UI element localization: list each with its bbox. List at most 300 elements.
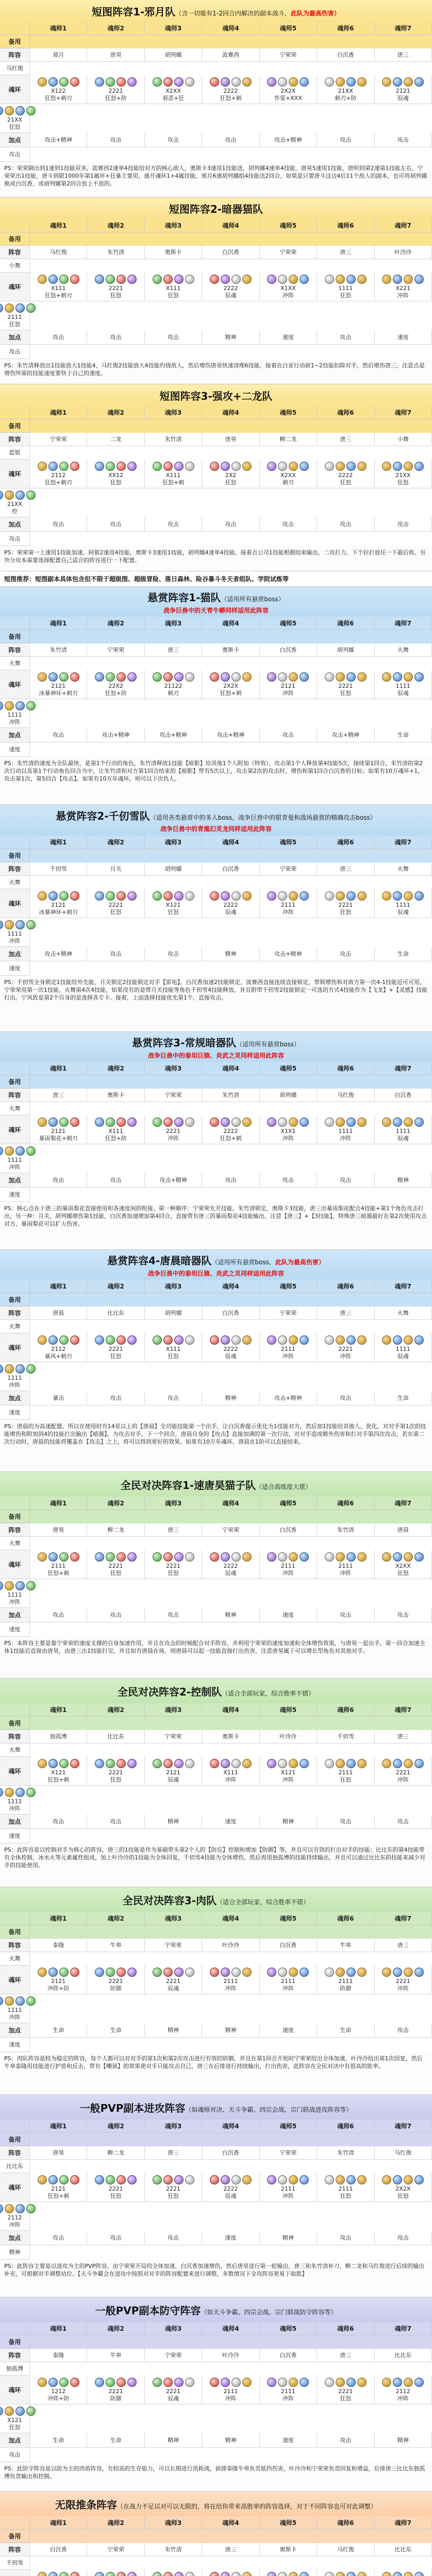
skill-row [0, 1173, 432, 1202]
lineup-cell: 朱竹清 [202, 1089, 259, 1102]
soul-ring-icon [0, 920, 3, 929]
soul-ring-icon [242, 891, 252, 901]
row-label: 魂环 [0, 460, 30, 488]
skill-cell: 攻击 [375, 133, 432, 147]
row-label: 阵容 [0, 862, 30, 876]
soul-ring-icon [221, 2175, 230, 2184]
skill-cell: 攻击 [202, 1173, 259, 1188]
soul-ring-icons [325, 462, 367, 471]
soul-cell [375, 889, 432, 918]
section-subtitle: （适用所有悬赏boss， [211, 1259, 275, 1266]
soul-ring-icon [267, 462, 276, 471]
column-header: 魂师6 [317, 2322, 374, 2335]
soul-ring-icon [95, 2572, 104, 2576]
soul-text: 1111 驭魂 [396, 902, 410, 916]
soul-cell [87, 273, 144, 301]
soul-text: X111 冲阵 [223, 1769, 238, 1784]
soul-cell [0, 2404, 30, 2433]
soul-ring-icon [325, 77, 334, 87]
lineup-cell: 二龙 [87, 433, 144, 446]
column-header: 魂师5 [260, 1062, 317, 1075]
lineup-cell: 唐三 [375, 1939, 432, 1952]
soul-ring-icon [404, 1335, 413, 1345]
soul-ring-icons [38, 77, 79, 87]
soul-ring-icon [278, 2175, 287, 2184]
soul-ring-icon [163, 1117, 173, 1127]
skill-cell: 攻击+精神 [202, 728, 259, 742]
column-header: 魂师2 [87, 219, 144, 232]
soul-ring-icons [267, 2572, 309, 2576]
soul-ring-icon [300, 1117, 309, 1127]
soul-cell [375, 460, 432, 488]
soul-ring-icon [153, 891, 162, 901]
soul-ring-icons [382, 1552, 424, 1562]
soul-ring-icon [414, 1968, 424, 1977]
section-s10 [0, 1887, 432, 2095]
soul-ring-icon [300, 891, 309, 901]
soul-ring-icon [48, 2572, 58, 2576]
soul-ring-icon [127, 891, 137, 901]
lineup-cell: 唐三 [317, 2349, 374, 2362]
soul-ring-icon [59, 77, 69, 87]
soul-ring-icon [153, 2175, 162, 2184]
soul-ring-icon [106, 1759, 115, 1768]
soul-ring-icon [382, 462, 391, 471]
soul-ring-icon [95, 2175, 104, 2184]
soul-text: 21XX 控 [7, 501, 22, 515]
column-header: 魂师1 [30, 22, 87, 35]
section-ps: PS：荣荣第一上速用1技能加速，阿银2速用4技能，奥斯卡3速用1技能，胡列娜4速单4技能，接着点公司1技能根据结束输出，二攻打力，下个拉打放任一下最后收。另外分攻本需要选择配置自己适合的阵容进行一下配置。 [0, 546, 432, 571]
column-header: 魂师5 [260, 1703, 317, 1717]
skill-cell: 速度 [0, 1188, 30, 1202]
soul-ring-icon [221, 1552, 230, 1562]
soul-ring-icon [174, 891, 184, 901]
lineup-cell: 马红俊 [375, 2146, 432, 2160]
soul-cell [145, 2376, 202, 2404]
soul-cell [202, 670, 259, 699]
soul-ring-icon [267, 77, 276, 87]
column-header: 魂师4 [202, 219, 259, 232]
lineup-cell: 叶泠泠 [202, 1939, 259, 1952]
soul-ring-icon [414, 462, 424, 471]
soul-ring-icons [325, 1968, 367, 1977]
soul-ring-icon [185, 2378, 194, 2387]
soul-ring-icon [0, 1788, 3, 1797]
soul-cell [375, 2376, 432, 2404]
soul-cell [30, 2376, 87, 2404]
column-header: 魂师4 [202, 22, 259, 35]
column-header: 备用 [0, 2133, 30, 2146]
soul-ring-icon [26, 1364, 36, 1374]
soul-ring-icon [106, 2572, 115, 2576]
section-title [121, 1477, 311, 1492]
soul-text: 2X2X 狂怒+刺 [220, 683, 241, 697]
lineup-cell: 朱竹清 [145, 433, 202, 446]
soul-ring-icon [5, 106, 14, 115]
soul-text: X221 冲阵 [396, 285, 411, 299]
lineup-cell: 千仞雪 [317, 1730, 374, 1743]
soul-ring-icon [0, 490, 3, 500]
soul-ring-icons [267, 462, 309, 471]
soul-ring-icon [278, 1552, 287, 1562]
section-title-text: 一般PVP副本进攻阵容 [80, 2102, 186, 2114]
soul-ring-icon [59, 2175, 69, 2184]
soul-cell [375, 2173, 432, 2202]
soul-ring-icon [414, 672, 424, 682]
lineup-cell: 唐三 [145, 2146, 202, 2160]
soul-cell [202, 1757, 259, 1786]
soul-ring-icon [174, 672, 184, 682]
soul-ring-icon [242, 1552, 252, 1562]
soul-ring-icon [59, 1117, 69, 1127]
soul-cell [145, 1333, 202, 1362]
soul-ring-icon [127, 2378, 137, 2387]
header-blank [0, 1497, 30, 1510]
table-header [0, 1497, 432, 1523]
soul-cell [260, 273, 317, 301]
soul-ring-icons [95, 1759, 137, 1768]
soul-ring-icon [174, 1968, 184, 1977]
soul-ring-icon [393, 2378, 402, 2387]
soul-text: X2XX 邪恶+狂 [162, 88, 184, 102]
soul-ring-icon [289, 1117, 298, 1127]
soul-ring-icons [382, 1968, 424, 1977]
skill-cell: 攻击 [87, 330, 144, 345]
column-header: 魂师1 [30, 1703, 87, 1717]
soul-text: 2121 冰暴神环+刺刃 [39, 902, 78, 916]
lineup-cell: 白沉香 [260, 1939, 317, 1952]
soul-text: 2111 冲阵 [281, 1563, 295, 1577]
soul-ring-icon [163, 1335, 173, 1345]
section-s2 [0, 197, 432, 384]
soul-text: 1111 冲阵 [8, 711, 22, 726]
soul-ring-icon [289, 2378, 298, 2387]
soul-text: 2222 驭魂 [223, 2185, 238, 2200]
soul-ring-icon [242, 77, 252, 87]
lineup-cell: 唐三 [375, 48, 432, 62]
soul-cell [202, 2173, 259, 2202]
soul-ring-icon [325, 1968, 334, 1977]
skill-cell: 速度 [260, 2023, 317, 2038]
soul-ring-icon [414, 1335, 424, 1345]
soul-text: 2111 狂怒 [338, 2185, 353, 2200]
soul-ring-icon [0, 1581, 3, 1590]
soul-ring-icon [231, 275, 241, 284]
soul-ring-icon [95, 462, 104, 471]
soul-ring-icon [15, 1364, 25, 1374]
skill-cell: 生命 [375, 728, 432, 742]
soul-ring-icon [346, 1759, 356, 1768]
header-blank [0, 406, 30, 419]
column-header: 魂师1 [30, 2120, 87, 2133]
soul-cell [202, 889, 259, 918]
soul-ring-icon [59, 1552, 69, 1562]
soul-ring-icon [70, 2378, 79, 2387]
soul-cell [260, 1333, 317, 1362]
column-header: 魂师6 [317, 406, 374, 419]
soul-ring-icon [70, 1552, 79, 1562]
soul-ring-icon [15, 1788, 25, 1797]
soul-ring-icon [404, 1117, 413, 1127]
soul-ring-icon [95, 275, 104, 284]
soul-cell [87, 460, 144, 488]
lineup-cell: 柳二龙 [87, 1523, 144, 1537]
soul-ring-icon [242, 672, 252, 682]
lineup-cell: 白沉香 [375, 1089, 432, 1102]
skill-cell: 精神 [202, 1608, 259, 1622]
soul-text: 2112 冲阵 [396, 2388, 410, 2402]
row-label: 魂环 [0, 1965, 30, 1994]
soul-ring-icon [289, 672, 298, 682]
lineup-cell: 奥斯卡 [202, 1730, 259, 1743]
soul-ring-icon [127, 1552, 137, 1562]
lineup-cell: 白沉香 [317, 48, 374, 62]
soul-ring-icon [5, 1996, 14, 2006]
soul-ring-icons [325, 1117, 367, 1127]
soul-ring-icons [95, 1552, 137, 1562]
soul-ring-icon [15, 920, 25, 929]
soul-cell [375, 273, 432, 301]
soul-ring-icons [0, 1581, 36, 1590]
skill-row [0, 947, 432, 976]
soul-text: 2111 冲阵 [338, 1563, 353, 1577]
soul-text: 2111 冲阵 [223, 2388, 238, 2402]
soul-ring-icon [393, 462, 402, 471]
lineup-cell: 白沉香 [202, 246, 259, 259]
lineup-cell: 牛皋 [317, 1939, 374, 1952]
soul-ring-icon [289, 891, 298, 901]
skill-cell: 精神 [202, 330, 259, 345]
soul-ring-icon [393, 672, 402, 682]
soul-cell [30, 1965, 87, 1994]
soul-ring-icons [38, 1335, 79, 1345]
skill-cell: 精神 [145, 2433, 202, 2448]
column-header: 魂师7 [375, 1280, 432, 1293]
skill-cell: 攻击+精神 [87, 728, 144, 742]
soul-ring-icon [278, 77, 287, 87]
soul-ring-icon [163, 275, 173, 284]
soul-text: 2221 狂怒 [338, 902, 353, 916]
soul-ring-icon [231, 462, 241, 471]
skill-row [0, 330, 432, 359]
soul-ring-icon [106, 2175, 115, 2184]
section-subtitle: （适合高练度大佬） [256, 1483, 311, 1490]
soul-text: 1212 冲阵+防 [47, 2388, 69, 2402]
soul-ring-icon [267, 1335, 276, 1345]
soul-cell [0, 1144, 30, 1173]
row-label: 魂环 [0, 273, 30, 301]
skill-row [0, 2433, 432, 2462]
soul-ring-icon [336, 2378, 345, 2387]
column-header: 备用 [0, 630, 30, 643]
soul-ring-icon [153, 1117, 162, 1127]
soul-ring-icon [59, 275, 69, 284]
soul-ring-icon [231, 891, 241, 901]
soul-cell [375, 2570, 432, 2576]
column-header: 魂师2 [87, 617, 144, 630]
section-header [0, 805, 432, 836]
soul-ring-icon [325, 275, 334, 284]
soul-ring-icons [382, 2175, 424, 2184]
section-ps: PS：肉队阵容是较为稳定的阵容，每个人都可以对对手的第1次和第2次攻击进行有效的防御，并且在第1回合开始时宁荣荣给出全体加速，叶泠泠给出第1次回复，然后牛皋泰隆用技能进行护盾和反击，带有【嘲讽】的效果使对手只能攻击自己，唐三在后排进行持续输出，打出伤害，此阵容在全民对决中有很高的胜率。 [0, 2052, 432, 2094]
soul-ring-icon [267, 1117, 276, 1127]
soul-ring-icons [325, 2175, 367, 2184]
skill-cell: 攻击 [375, 2231, 432, 2245]
soul-ring-icon [357, 1117, 367, 1127]
soul-ring-icon [404, 1759, 413, 1768]
soul-ring-icon [95, 672, 104, 682]
soul-text: 2112 暴风+刺刃 [45, 1346, 72, 1360]
soul-ring-icon [346, 2572, 356, 2576]
soul-ring-icon [278, 1759, 287, 1768]
soul-cell [260, 2376, 317, 2404]
skill-cell: 攻击 [317, 2433, 374, 2448]
soul-ring-icon [346, 1335, 356, 1345]
soul-row [0, 75, 432, 133]
column-header: 魂师6 [317, 1280, 374, 1293]
table-header [0, 22, 432, 48]
soul-ring-icon [404, 77, 413, 87]
column-header: 备用 [0, 2530, 30, 2543]
row-label: 加点 [0, 517, 30, 532]
lineup-cell: 泰隆 [30, 2349, 87, 2362]
soul-ring-icon [117, 77, 126, 87]
soul-ring-icon [393, 1968, 402, 1977]
lineup-row [0, 48, 432, 75]
soul-cell [375, 1757, 432, 1786]
soul-ring-icon [221, 891, 230, 901]
soul-ring-icon [278, 2378, 287, 2387]
soul-ring-icon [346, 275, 356, 284]
lineup-cell: 唐三 [145, 643, 202, 657]
soul-ring-icon [70, 672, 79, 682]
skill-cell: 攻击 [375, 1608, 432, 1622]
row-label: 阵容 [0, 2543, 30, 2556]
lineup-row [0, 862, 432, 889]
column-header: 魂师4 [202, 1280, 259, 1293]
skill-cell: 精神 [202, 2433, 259, 2448]
section-header [0, 2297, 432, 2322]
section-subtitle: （适用所有悬赏boss） [221, 596, 284, 603]
row-label: 魂环 [0, 2173, 30, 2202]
soul-ring-icon [382, 1335, 391, 1345]
soul-ring-icon [70, 275, 79, 284]
soul-text: 22X2 狂怒+防 [105, 683, 127, 697]
soul-ring-icons [0, 1996, 36, 2006]
column-header: 魂师5 [260, 1912, 317, 1925]
soul-ring-icon [95, 1759, 104, 1768]
section-title [80, 2100, 353, 2115]
soul-text: 2112 狂怒+刺刃 [45, 472, 72, 486]
soul-ring-icons [267, 1552, 309, 1562]
soul-ring-icons [0, 1146, 36, 1156]
soul-ring-icons [325, 672, 367, 682]
lineup-cell: 叶泠泠 [202, 2349, 259, 2362]
skill-cell: 速度 [202, 1815, 259, 1829]
soul-ring-icon [70, 1759, 79, 1768]
soul-ring-icon [336, 1968, 345, 1977]
soul-ring-icon [231, 1335, 241, 1345]
soul-text: 2121 驭魂 [396, 88, 410, 102]
section-s8 [0, 1472, 432, 1679]
soul-ring-icon [404, 1968, 413, 1977]
lineup-cell: 白沉香 [260, 1523, 317, 1537]
column-header: 魂师1 [30, 219, 87, 232]
row-label: 加点 [0, 1391, 30, 1405]
soul-ring-icon [95, 1552, 104, 1562]
section-note: 战争巨兽中的天青牛蟒同样适用此阵容 [163, 606, 269, 615]
soul-ring-icon [325, 462, 334, 471]
soul-ring-icon [0, 1996, 3, 2006]
row-label: 加点 [0, 2433, 30, 2448]
soul-cell [0, 301, 30, 330]
soul-ring-icon [267, 2378, 276, 2387]
soul-ring-icon [38, 1968, 47, 1977]
soul-cell [317, 1757, 374, 1786]
soul-ring-icon [336, 1552, 345, 1562]
lineup-cell: 唐晨 [30, 1307, 87, 1320]
soul-ring-icons [153, 891, 194, 901]
soul-ring-icons [0, 1788, 36, 1797]
soul-ring-icons [267, 672, 309, 682]
soul-ring-icon [404, 2572, 413, 2576]
skill-row [0, 133, 432, 162]
section-header [0, 1032, 432, 1062]
soul-ring-icon [38, 672, 47, 682]
column-header: 魂师3 [145, 2322, 202, 2335]
soul-ring-icon [38, 77, 47, 87]
skill-cell: 攻击+精神 [260, 1391, 317, 1405]
section-ps: PS：此阵容是以控制对手为核心的阵容，唐三的1技能是作为基础带头第2个人的【防反】控制和增加【防御】等，并且可以有效的打出对手的技能；比比东的第4技能带有全体控制，冰水火等元素属性组成，加上叶泠泠的1技能为全体回复，千仞雪4技能为全体增伤，然后再用独孤博的技能持续输出，并且可以通过比比东的技能来减少对手的技能使用。 [0, 1843, 432, 1887]
soul-ring-icon [127, 77, 137, 87]
soul-ring-icon [127, 1759, 137, 1768]
soul-cell [317, 273, 374, 301]
table-header [0, 219, 432, 246]
soul-ring-icon [106, 672, 115, 682]
soul-ring-icons [0, 490, 36, 500]
column-header: 魂师4 [202, 2322, 259, 2335]
column-header: 魂师7 [375, 406, 432, 419]
soul-cell [145, 670, 202, 699]
soul-ring-icon [117, 1335, 126, 1345]
soul-text: 1111 驭魂 [396, 683, 410, 697]
soul-ring-icon [48, 1117, 58, 1127]
skill-row [0, 1391, 432, 1420]
column-header: 备用 [0, 1075, 30, 1089]
column-header: 魂师6 [317, 2516, 374, 2530]
section-note: 战争巨兽中的泰坦巨猿、炎武之灵同样适用此阵容 [148, 1269, 284, 1278]
section-highlight: 此队为最高伤害） [291, 10, 340, 17]
skill-cell: 攻击 [145, 133, 202, 147]
soul-ring-icon [357, 1552, 367, 1562]
lineup-row [0, 433, 432, 460]
soul-ring-icons [95, 891, 137, 901]
soul-ring-icon [267, 1552, 276, 1562]
lineup-cell: 马红俊 [317, 2543, 374, 2556]
soul-ring-icons [95, 2175, 137, 2184]
row-label: 魂环 [0, 2376, 30, 2404]
soul-ring-icon [185, 1552, 194, 1562]
soul-ring-icon [70, 1117, 79, 1127]
soul-ring-icon [325, 1335, 334, 1345]
soul-ring-icon [117, 2175, 126, 2184]
soul-ring-icon [210, 77, 219, 87]
column-header: 备用 [0, 849, 30, 862]
soul-ring-icon [325, 2572, 334, 2576]
soul-ring-icons [153, 462, 194, 471]
section-s4 [0, 587, 432, 805]
soul-ring-icons [210, 1335, 252, 1345]
